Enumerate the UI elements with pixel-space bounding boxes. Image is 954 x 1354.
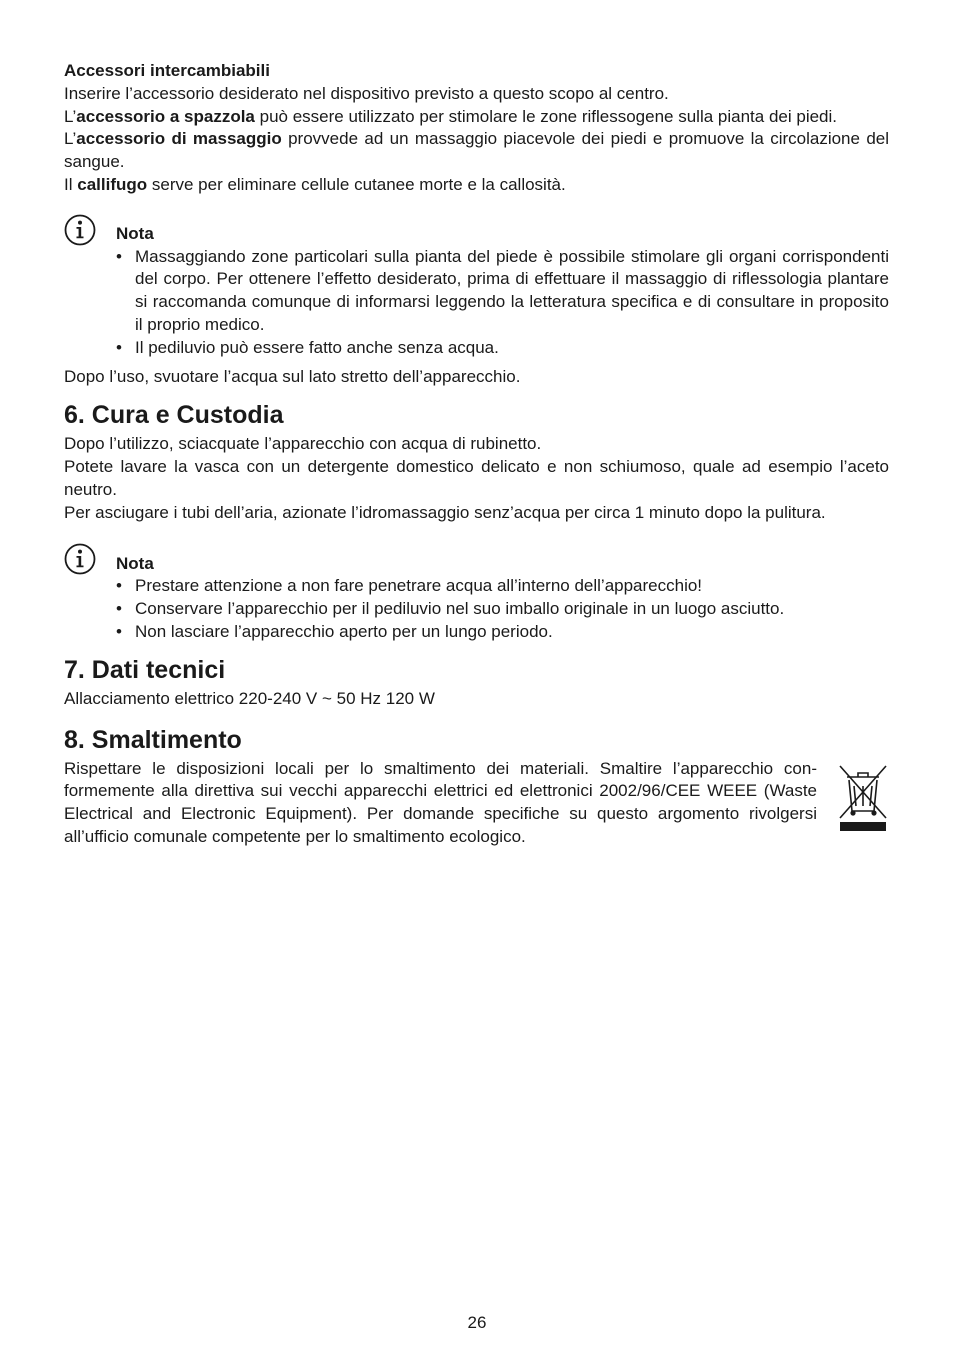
technical-data-text: Allacciamento elettrico 220-240 V ~ 50 Hz 120 W bbox=[64, 688, 435, 708]
accessories-intro: Inserire l’accessorio desiderato nel dispositivo previsto a questo scopo al centro. bbox=[64, 83, 669, 103]
disposal-text: Rispettare le disposizioni locali per lo smaltimento dei materiali. Smaltire l’apparecchio conformemente alla direttiva sui vecchi apparecchi elettrici ed elettronici 2002/96/CEE WEEE (Waste Electrical and Electronic Equipment). Per domande specifiche su questo argomento rivolgersi all’ufficio comunale competente per lo smaltimento ecologico. bbox=[64, 758, 817, 846]
accessories-section bbox=[64, 60, 889, 197]
brush-accessory-text: L’accessorio a spazzola può essere utilizzato per stimolare le zone riflessogene sulla pianta dei piedi. bbox=[64, 106, 837, 126]
callus-remover-text: Il callifugo serve per eliminare cellule cutanee morte e la callosità. bbox=[64, 174, 566, 194]
disposal-block bbox=[64, 758, 889, 849]
note-list-item: • Il pediluvio può essere fatto anche senza acqua. bbox=[116, 337, 889, 360]
massage-accessory-text: L’accessorio di massaggio provvede ad un massaggio piacevole dei piedi e promuove la circolazione del sangue. bbox=[64, 129, 889, 172]
info-icon bbox=[64, 214, 96, 246]
section-8-title: 8. Smaltimento bbox=[64, 725, 242, 754]
note-box-2 bbox=[64, 553, 889, 644]
crossed-out-wheelie-bin-icon bbox=[837, 763, 889, 831]
accessories-heading: Accessori intercambiabili bbox=[64, 61, 270, 80]
section-6-title: 6. Cura e Custodia bbox=[64, 401, 284, 430]
page-number: 26 bbox=[467, 1313, 487, 1332]
after-use-text: Dopo l’uso, svuotare l’acqua sul lato stretto dell’apparecchio. bbox=[64, 366, 521, 386]
manual-page bbox=[64, 60, 889, 849]
section-6-para-1: Dopo l’utilizzo, sciacquate l’apparecchio con acqua di rubinetto. bbox=[64, 434, 542, 454]
section-6-para-3: Per asciugare i tubi dell’aria, azionate l’idromassaggio senz’acqua per circa 1 minuto dopo la pulitura. bbox=[64, 502, 826, 522]
callus-remover-term: callifugo bbox=[77, 174, 148, 194]
note-list-item: • Non lasciare l’apparecchio aperto per un lungo periodo. bbox=[116, 621, 889, 644]
section-7-title: 7. Dati tecnici bbox=[64, 655, 226, 684]
info-icon bbox=[64, 543, 96, 575]
note-list-item: • Prestare attenzione a non fare penetrare acqua all’interno dell’apparecchio! bbox=[116, 575, 889, 598]
note-title: Nota bbox=[116, 223, 154, 243]
note-title: Nota bbox=[116, 553, 154, 573]
note-list bbox=[64, 246, 889, 360]
brush-accessory-term: accessorio a spazzola bbox=[76, 106, 255, 126]
note-box-1 bbox=[64, 223, 889, 360]
note-list bbox=[64, 575, 889, 643]
note-list-item: • Massaggiando zone particolari sulla pianta del piede è possibile stimolare gli organi corrispondenti del corpo. Per ottenere l’effetto desiderato, prima di effettuare il massaggio di riflessologia plantare si raccomanda comunque di informarsi leggendo la letteratura specifica e di consultare in proposito il proprio medico. bbox=[116, 246, 889, 337]
massage-accessory-term: accessorio di massaggio bbox=[76, 129, 282, 149]
note-list-item: • Conservare l’apparecchio per il pediluvio nel suo imballo originale in un luogo asciutto. bbox=[116, 598, 889, 621]
section-6-para-2: Potete lavare la vasca con un detergente domestico delicato e non schiumoso, quale ad esempio l’aceto neutro. bbox=[64, 457, 889, 499]
